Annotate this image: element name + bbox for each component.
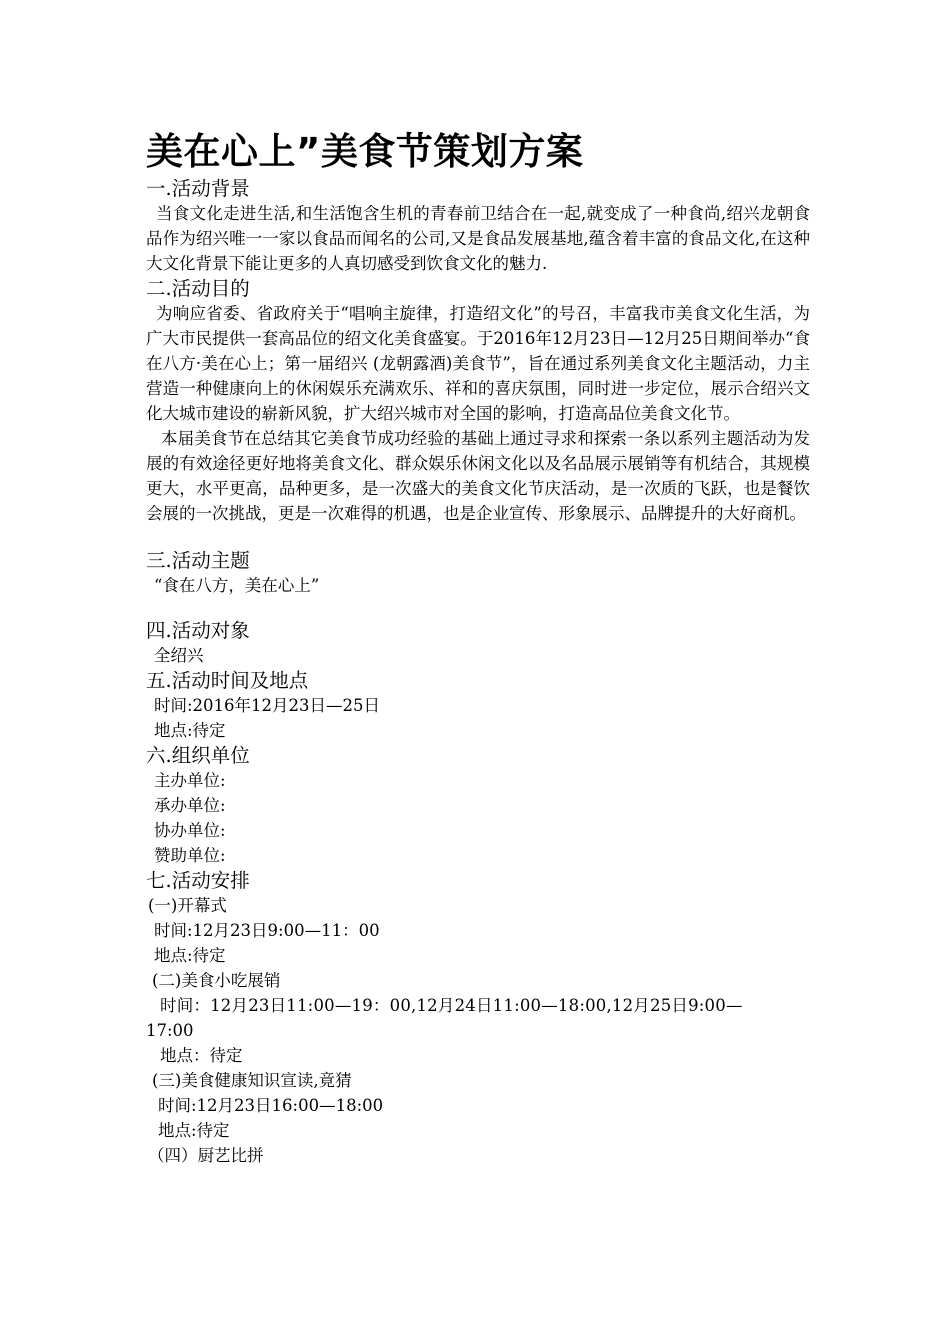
- document-title: 美在心上”美食节策划方案: [146, 130, 584, 173]
- schedule-item-cooking-contest: （四）厨艺比拼: [148, 1146, 264, 1165]
- snack-expo-time: 时间：12月23日11:00—19：00,12月24日11:00—18:00,12月25日9:00—: [160, 996, 743, 1015]
- snack-expo-place: 地点：待定: [160, 1046, 243, 1065]
- section-heading-background: 一.活动背景: [146, 177, 250, 200]
- health-quiz-time: 时间:12月23日16:00—18:00: [158, 1096, 384, 1115]
- host-unit: 主办单位:: [154, 771, 226, 790]
- background-paragraph: 当食文化走进生活,和生活饱含生机的青春前卫结合在一起,就变成了一种食尚,绍兴龙朝食品作为绍兴唯一一家以食品而闻名的公司,又是食品发展基地,蕴含着丰富的食品文化,在这种大文化背景下能让更多的人真切感受到饮食文化的魅力.: [146, 204, 810, 273]
- section-heading-organizers: 六.组织单位: [146, 744, 250, 767]
- schedule-item-opening: (一)开幕式: [148, 896, 227, 915]
- opening-time: 时间:12月23日9:00—11：00: [154, 921, 380, 940]
- section-heading-theme: 三.活动主题: [146, 549, 250, 572]
- target-text: 全绍兴: [154, 646, 204, 665]
- section-heading-target: 四.活动对象: [146, 619, 250, 642]
- event-time: 时间:2016年12月23日—25日: [154, 696, 381, 715]
- organizer-unit: 承办单位:: [154, 796, 226, 815]
- section-heading-time-place: 五.活动时间及地点: [146, 669, 309, 692]
- purpose-paragraph-2: 本届美食节在总结其它美食节成功经验的基础上通过寻求和探索一条以系列主题活动为发展的有效途径更好地将美食文化、群众娱乐休闲文化以及名品展示展销等有机结合，其规模更大，水平更高，品种更多，是一次盛大的美食文化节庆活动，是一次质的飞跃，也是餐饮会展的一次挑战，更是一次难得的机遇，也是企业宣传、形象展示、品牌提升的大好商机。: [146, 429, 810, 523]
- co-organizer-unit: 协办单位:: [154, 821, 226, 840]
- section-heading-schedule: 七.活动安排: [146, 869, 250, 892]
- purpose-paragraph-1: 为响应省委、省政府关于“唱响主旋律，打造绍文化”的号召，丰富我市美食文化生活，为广大市民提供一套高品位的绍文化美食盛宴。于2016年12月23日—12月25日期间举办“食在八方·美在心上；第一届绍兴 (龙朝露酒)美食节”，旨在通过系列美食文化主题活动，力主营造一种健康向上的休闲娱乐充满欢乐、祥和的喜庆氛围，同时进一步定位，展示合绍兴文化大城市建设的崭新风貌，扩大绍兴城市对全国的影响，打造高品位美食文化节。: [146, 304, 810, 423]
- health-quiz-place: 地点:待定: [158, 1121, 230, 1140]
- snack-expo-time-continued: 17:00: [146, 1021, 194, 1040]
- sponsor-unit: 赞助单位:: [154, 846, 226, 865]
- opening-place: 地点:待定: [154, 946, 226, 965]
- theme-text: “食在八方，美在心上”: [154, 576, 320, 595]
- event-place: 地点:待定: [154, 721, 226, 740]
- schedule-item-snack-expo: (二)美食小吃展销: [152, 971, 281, 990]
- section-heading-purpose: 二.活动目的: [146, 277, 250, 300]
- schedule-item-health-quiz: (三)美食健康知识宣读,竟猜: [152, 1071, 352, 1090]
- document-page: [146, 128, 810, 1168]
